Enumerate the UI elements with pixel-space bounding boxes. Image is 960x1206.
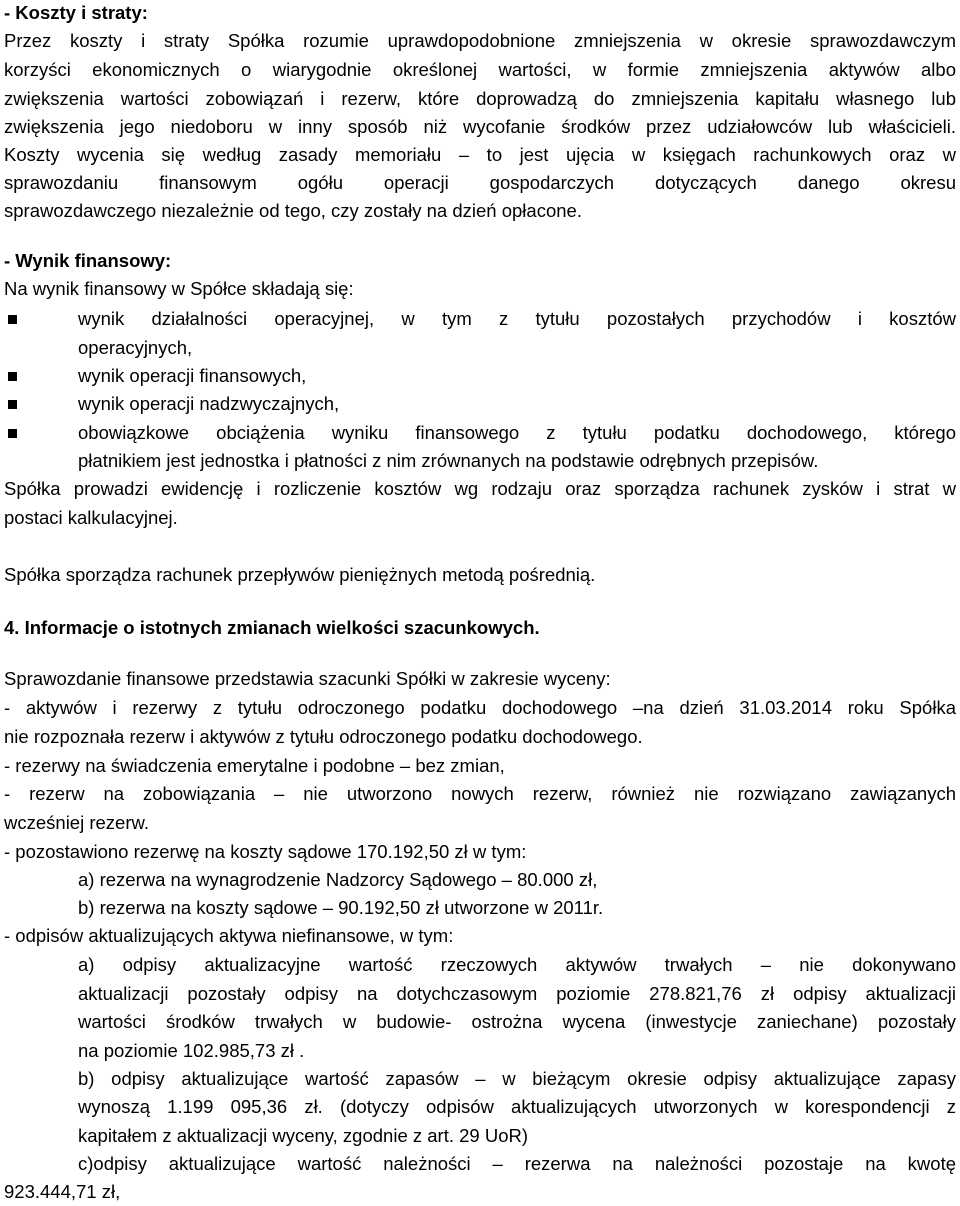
- square-bullet-icon: [8, 429, 17, 438]
- square-bullet-icon: [8, 315, 17, 324]
- list-item: wynik działalności operacyjnej, w tym z tytułu pozostałych przychodów i kosztów: [78, 308, 956, 329]
- list-item-continuation: operacyjnych,: [78, 337, 193, 358]
- paragraph-line: a) rezerwa na wynagrodzenie Nadzorcy Sądowego – 80.000 zł,: [78, 869, 598, 890]
- paragraph-line: Na wynik finansowy w Spółce składają się:: [4, 278, 354, 299]
- heading-wynik-finansowy: - Wynik finansowy:: [4, 250, 172, 271]
- paragraph-line: na poziomie 102.985,73 zł .: [78, 1040, 305, 1061]
- paragraph-line: 923.444,71 zł,: [4, 1181, 121, 1202]
- paragraph-line: korzyści ekonomicznych o wiarygodnie określonej wartości, w formie zmniejszenia aktywów albo: [4, 59, 956, 80]
- paragraph-line: Sprawozdanie finansowe przedstawia szacunki Spółki w zakresie wyceny:: [4, 668, 611, 689]
- paragraph-line: wartości środków trwałych w budowie- ostrożna wycena (inwestycje zaniechane) pozostały: [78, 1011, 956, 1032]
- paragraph-line: - rezerwy na świadczenia emerytalne i podobne – bez zmian,: [4, 755, 505, 776]
- paragraph-line: b) rezerwa na koszty sądowe – 90.192,50 zł utworzone w 2011r.: [78, 897, 604, 918]
- square-bullet-icon: [8, 372, 17, 381]
- paragraph-line: sprawozdaniu finansowym ogółu operacji gospodarczych dotyczących danego okresu: [4, 172, 956, 193]
- square-bullet-icon: [8, 400, 17, 409]
- paragraph-line: zwiększenia jego niedoboru w inny sposób niż wycofanie środków przez udziałowców lub właścicieli.: [4, 116, 956, 137]
- paragraph-line: nie rozpoznała rezerw i aktywów z tytułu odroczonego podatku dochodowego.: [4, 726, 643, 747]
- paragraph-line: c)odpisy aktualizujące wartość należności – rezerwa na należności pozostaje na kwotę: [78, 1153, 956, 1174]
- paragraph-line: postaci kalkulacyjnej.: [4, 507, 178, 528]
- paragraph-line: kapitałem z aktualizacji wyceny, zgodnie z art. 29 UoR): [78, 1125, 529, 1146]
- paragraph-line: zwiększenia wartości zobowiązań i rezerw, które doprowadzą do zmniejszenia kapitału własnego lub: [4, 88, 956, 109]
- list-item: wynik operacji finansowych,: [78, 365, 307, 386]
- paragraph-line: - odpisów aktualizujących aktywa niefinansowe, w tym:: [4, 925, 454, 946]
- heading-section-4: 4. Informacje o istotnych zmianach wielkości szacunkowych.: [4, 617, 540, 638]
- paragraph-line: Przez koszty i straty Spółka rozumie uprawdopodobnione zmniejszenia w okresie sprawozdawczym: [4, 30, 956, 51]
- paragraph-line: wynoszą 1.199 095,36 zł. (dotyczy odpisów aktualizujących utworzonych w korespondencji z: [78, 1096, 956, 1117]
- paragraph-line: b) odpisy aktualizujące wartość zapasów – w bieżącym okresie odpisy aktualizujące zapasy: [78, 1068, 956, 1089]
- paragraph-line: - rezerw na zobowiązania – nie utworzono nowych rezerw, również nie rozwiązano zawiązanych: [4, 783, 956, 804]
- paragraph-line: - pozostawiono rezerwę na koszty sądowe 170.192,50 zł w tym:: [4, 841, 527, 862]
- paragraph-line: Koszty wycenia się według zasady memoriału – to jest ujęcia w księgach rachunkowych oraz w: [4, 144, 956, 165]
- paragraph-line: Spółka sporządza rachunek przepływów pieniężnych metodą pośrednią.: [4, 564, 596, 585]
- list-item-continuation: płatnikiem jest jednostka i płatności z nim zrównanych na podstawie odrębnych przepisów.: [78, 450, 819, 471]
- list-item: wynik operacji nadzwyczajnych,: [78, 393, 340, 414]
- paragraph-line: Spółka prowadzi ewidencję i rozliczenie kosztów wg rodzaju oraz sporządza rachunek zysków i strat w: [4, 478, 956, 499]
- heading-koszty-i-straty: - Koszty i straty:: [4, 2, 148, 23]
- paragraph-line: a) odpisy aktualizacyjne wartość rzeczowych aktywów trwałych – nie dokonywano: [78, 954, 956, 975]
- paragraph-line: - aktywów i rezerwy z tytułu odroczonego podatku dochodowego –na dzień 31.03.2014 roku Spółka: [4, 697, 956, 718]
- paragraph-line: aktualizacji pozostały odpisy na dotychczasowym poziomie 278.821,76 zł odpisy aktualizacji: [78, 983, 956, 1004]
- paragraph-line: wcześniej rezerw.: [4, 812, 149, 833]
- list-item: obowiązkowe obciążenia wyniku finansowego z tytułu podatku dochodowego, którego: [78, 422, 956, 443]
- paragraph-line: sprawozdawczego niezależnie od tego, czy zostały na dzień opłacone.: [4, 200, 582, 221]
